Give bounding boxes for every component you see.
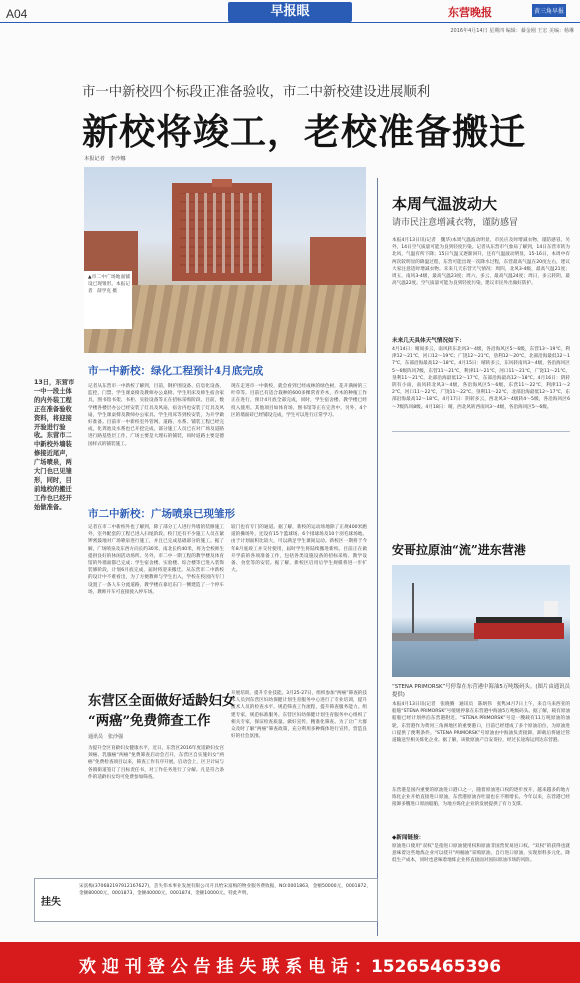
tanker-bridge <box>544 601 558 617</box>
lead-col2-a: 现在走进市一中新校，就会看到已经成林的绿色树，花开满树的三叶草等。目前已有适合栽种的600多棵常青乔木，乔木的种植工作正在进行，预计4月底全部完成，同时，学生宿舍楼、教学楼已经投入使用。其他项目如体育场、图书馆等正在完善中。另外，4个区的墙面砖已经铺设完成，学生可以进行正常学习。 <box>231 384 367 418</box>
column-divider <box>377 178 378 936</box>
weather-headline: 本周气温波动大 <box>392 195 498 213</box>
page-header <box>0 0 580 46</box>
oil-headline: 安哥拉原油“流”进东营港 <box>392 543 526 557</box>
notice-box <box>34 878 378 922</box>
news-link-title: ◆新闻链接： <box>392 835 425 841</box>
weather-body: 本报4月13日讯(记者 魏华)本周气温波动明显，市民应及时增减衣物，谨防感冒。另外，14日空气质量可能为良到轻度污染。记者从东营市气象局了解到，14日东营市转为北风，气温有所下降；15日气温又逐渐回升，还有气温波动明显，15-16日，本周中有两次较明显的降温过程，东营可能出现一次降水过程，东营最高气温在20度左右，建议大家注意适时增减衣物。未来几天东营天气情况：周四，北风3-4级，最高气温21度；周五，南风3-4级，最高气温23度；周六，多云，最高气温24度；周日，多云转阴，最高气温22度。空气质量可能为良到轻度污染，建议市民外出做好防护。 <box>392 238 570 287</box>
photo-caption: ▲市二中广场地面铺设已现雏形。本报记者 薛学克 摄 <box>88 275 130 295</box>
ad-banner-text: 欢 迎 刊 登 公 告 挂 失 联 系 电 话 ：15265465396 <box>78 957 502 977</box>
notice-label: 挂失 <box>41 897 61 908</box>
tanker-hull <box>474 623 564 639</box>
issue-meta: 2016年4月14日 星期四 编辑：綦金刚 王宏 美编：杨琳 <box>450 28 574 34</box>
forecast-title: 未来几天具体天气情况如下： <box>392 338 465 344</box>
section-subhead-1: 市一中新校：绿化工程预计4月底完成 <box>88 365 264 377</box>
section-subhead-2: 市二中新校：广场喷泉已现雏形 <box>88 508 235 520</box>
main-building <box>172 183 272 281</box>
oil-body-2: 东营港是国内重要的原油进口港口之一，随着原油进口权的逐步放开，越来越多的地方炼化企业开始直接进口原油，东营港原油吞吐量也在不断增长。今年以来，东营港已经接卸多艘进口原油船舶，为地方炼化企业的发展提供了有力支撑。 <box>392 788 570 808</box>
lead-col2-b: 较门也有专门的通道。据了解，新校的运动场地除了正规400米跑道的操场外，还设有15个篮球场、6个排球场及10个羽毛球场地。由于计划面积比较大，可以满足学生课间运动。新校区一期将于今年8月底竣工并交付使用，届时学生将陆续搬进新校。目前正在做开学前的各项准备工作，包括各类设施设备的招标采购、教学设备、食堂等的安装。据了解，新校区启用后学生规模将进一步扩大。 <box>231 525 367 574</box>
lead-headline: 新校将竣工，老校准备搬迁 <box>82 111 527 153</box>
pier <box>392 633 478 641</box>
forecast-body: 4月14日：晴间多云，南风转东北风3～4级，各沿海风区5～6级，东营13～19℃，利津12～21℃，河口12～19℃；广饶12～21℃，垦利12～20℃，北部沿海最低12～17℃，东部沿海最高12～18℃。4月15日：晴转多云，东风转南风3～4级，各沿海风区5～6级阵风7级，东营11～21℃，利津11～21℃，河口11～21℃，广饶11～21℃，垦利11～21℃，北部沿海最低12～17℃，东部沿海最高12～18℃。4月16日：阴转阴有小雨，南风转北风3～4级，各沿海风区5～6级，东营11～22℃，利津11～22℃，河口11～22℃，广饶11～22℃，垦利11～22℃，北部沿海最低12～17℃，东部沿海最高12～18℃。4月17日：阴转多云，西北风3～4级转4～5级，各沿海风区6～7级阵风8级。4月18日：晴，西北风转西南风3～4级，各沿海风区5～6级。 <box>392 347 570 410</box>
lead-summary: 13日，东营市一中一段土体的内外装工程正在准备验收资料，将迎接开验进行验收。东营市二中新校外墙装修接近尾声，广场喷泉，两大门也已见雏形，同时，目前地校的搬迁工作也已经开始做准备。 <box>34 379 75 511</box>
weather-subhead: 请市民注意增减衣物，谨防感冒 <box>392 218 519 228</box>
header-divider <box>0 22 580 23</box>
health-col2: 开展培训，提升专业技能。3月25-27日，组织参加“两癌”筛查的技术人员到东营区妇幼保健计划生育服务中心进行了专业培训，提升技术人员的检查水平。规范筛查工作流程，提升筛查服务能力。组建专家，规范标准服务。东营区妇幼保健计划生育服务中心组织了相关专家，保证检查质量。做好宣传，精准化筛查。为了让广大群众及时了解“两癌”筛查政策，充分利用多种媒体进行宣传，营造良好的社会氛围。 <box>231 691 367 740</box>
health-headline-1: 东营区全面做好适龄妇女 <box>88 693 236 709</box>
oil-tanker-photo <box>392 565 570 677</box>
health-headline-2: “两癌”免费筛查工作 <box>88 713 211 729</box>
lead-kicker: 市一中新校四个标段正准备验收，市二中新校建设进展顺利 <box>82 85 431 100</box>
oil-photo-caption: “STENA PRIMORSK”号停靠在东营港中海油5万吨级码头。(图片由通讯员提供) <box>392 684 570 698</box>
photo-caption-box <box>84 271 132 329</box>
health-byline: 通讯员 张沙强 <box>88 734 124 740</box>
weather-bottom-rule <box>392 431 570 432</box>
brand-logo <box>446 2 576 20</box>
news-link-body: 原油进口使用“双权”是指进口原油使用权和原油非国营贸易进口权。“双权”的获得也就意味着这些地炼企业可以绕开“两桶油”采购原油，自行进口原油，实现原料多元化，降低生产成本，同时也意味着地炼企业将直接面对国际原油市场的风险。 <box>392 844 570 864</box>
brand-name: 东营晚报 <box>448 6 492 19</box>
brand-badge: 黄三角早报 <box>532 4 566 17</box>
oil-body: 本报4月13日讯(记者 张晓腾 通讯员 陈炳伟 张隽)4月7日上午，来自马来西亚的船舶“STENA PRIMORSK”号缓缓停靠在东营港中海油5万吨级码头。据了解，载有原油船舶已经计划停泊东营港附近。“STENA PRIMORSK”号是一艘载有11万吨原油的油轮，东营港作为黄河三角洲地区的重要港口，目前已经建成了多个原油泊位，为原油进口提供了便利条件。“STENA PRIMORSK”号原油由中海油负责接卸，卸载后将通过管道输送至相关炼化企业。据了解，该批原油产自安哥拉，经过长途海运到达东营港。 <box>392 702 570 744</box>
school-construction-photo <box>84 167 366 353</box>
ad-banner <box>0 942 580 983</box>
lead-col1-a: 记者从东营市一中新校了解到，目前，钢护围设备、信息化设备、监控、门禁、学生课桌椅及教师办公桌椅、学生用床及师生宿舍家具，图书馆书架、书柜、实验设备等正在招标采购阶段。目前，数学楼各楼层办公已经安装了灯具及风扇，宿舍内也安装了灯具及风扇，学生课桌椅及教师办公家具、学生用床等到校安装，为开学做好准备。目前市一中新校室外管网、道路、水系、铺装工程已经完成，化粪池及水系也已开挖完成，部分施工人员已在对广场及道路进行路基垫层工作，广场主要是大理石的铺装，同时道路主要是德国样式的铺装施工。 <box>88 384 224 447</box>
tanker-deck <box>476 617 562 623</box>
health-col1: 为提升全区育龄妇女健康水平，近日，东营区2016年度适龄妇女宫颈癌、乳腺癌“两癌”免费筛查启动会召开，东营区自实施妇女“两癌”免费检查项目以来，筛查工作有序开展。启动会上，区卫计局与各镇街道签订了目标责任书，对工作任务进行了分解。凡是符合条件的适龄妇女均可免费参加筛查。 <box>88 746 224 780</box>
page-number: A04 <box>6 7 28 21</box>
lead-col1-b: 记者在市二中新校外也了解到，除了部分工人进行外墙的装修施工外，室外配套的工程已进入扫尾阶段。校门还有不少施工人员在紧锣密鼓地对广场喷泉进行施工，并且已完成基础部分的施工。据了解，广场喷泉及东西方向长约30米、南北长约40米，将为全校师生提供良好的休闲活动场所。另外，市二中一期工程的教学楼及体育馆的外墙面都已完成；学生宿舍楼、实验楼、综合楼等已进入装饰装修阶段，计划6月底完成，届时将迎来搬迁。从东营市二中新校的设计中不难看出，为了方便教师与学生出入，学校在校园内专门设置了一条人车分流道路，教学楼在靠近东门一侧建造了一个停车场，教师开车可直接驶入停车场。 <box>88 525 224 595</box>
right-building <box>310 237 366 287</box>
section-title: 早报眼 <box>228 2 352 22</box>
notice-text: 宋富梅(370682197912167627)，丢失伟本事业发展有限公司开具给宋富梅的物业服务费收据，NO:0001863，金额50000元，0001872，金额80000元，0001873，金额40000元，0001874，金额10000元。特此声明。 <box>79 884 371 897</box>
lead-byline: 本报记者 李沙娜 <box>84 156 126 162</box>
